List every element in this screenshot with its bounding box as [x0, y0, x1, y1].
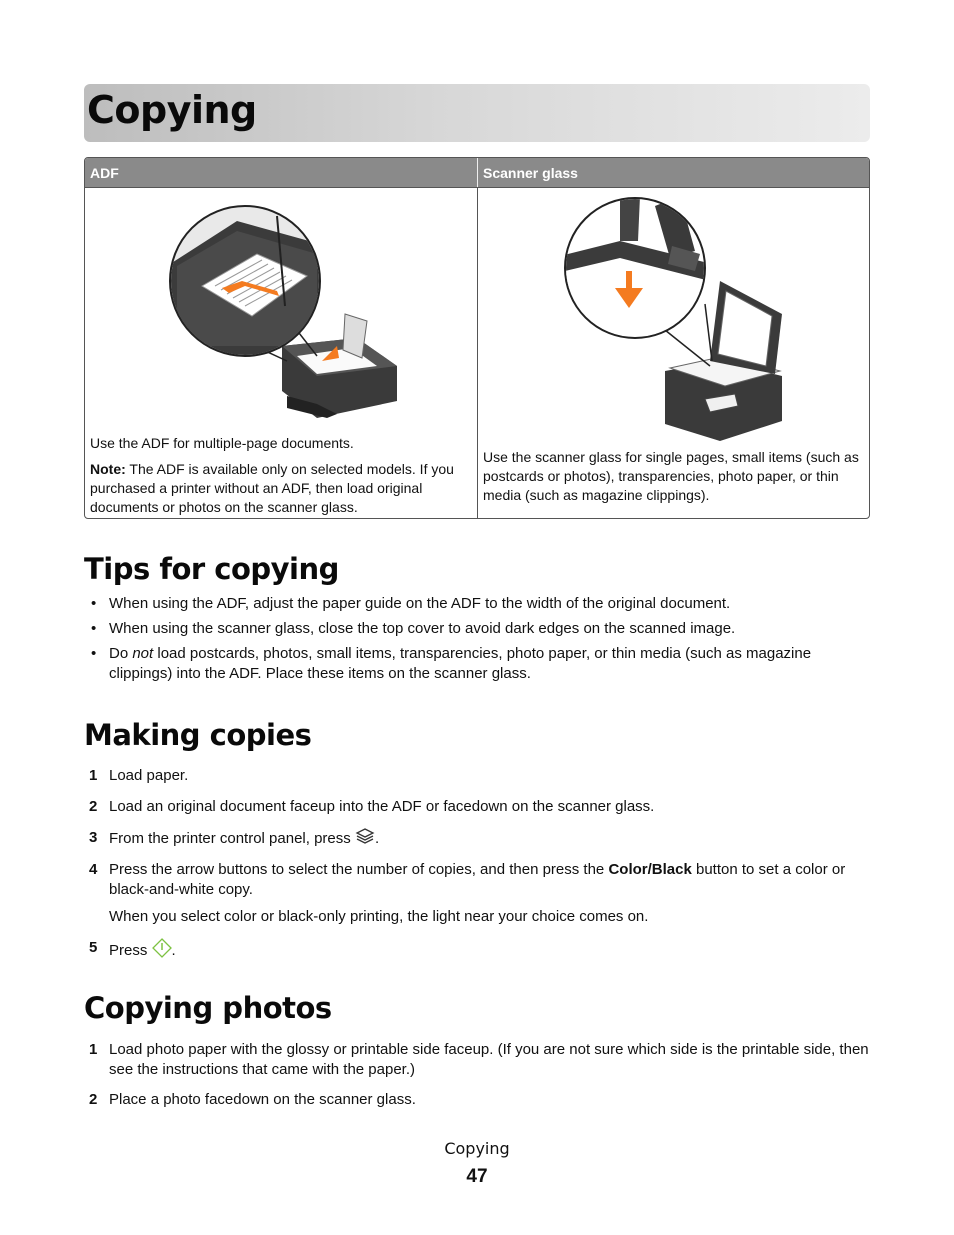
title-bar	[84, 84, 870, 142]
step-item	[84, 1090, 870, 1110]
step-text: .	[374, 830, 380, 847]
step-item	[84, 766, 870, 786]
scanner-glass-cell	[478, 188, 869, 519]
step-text: From the printer control panel, press	[109, 830, 355, 847]
step-note: When you select color or black-only printing, the light near your choice comes on.	[109, 908, 649, 925]
step-number: 4	[89, 861, 98, 878]
step-number: 5	[89, 939, 98, 956]
step-bold: Color/Black	[608, 861, 692, 878]
header-adf: ADF	[85, 158, 478, 187]
tips-list	[84, 594, 870, 689]
start-diamond-icon	[152, 938, 172, 958]
step-text: Load paper.	[109, 767, 189, 784]
note-text: The ADF is available only on selected models. If you purchased a printer without an ADF, then load original documents or photos on the scanner glass.	[90, 461, 454, 515]
step-text: Press the arrow buttons to select the number of copies, and then press the	[109, 861, 609, 878]
copy-layers-icon	[355, 828, 375, 846]
step-number: 3	[89, 829, 98, 846]
step-text: Load an original document faceup into the ADF or facedown on the scanner glass.	[109, 798, 655, 815]
step-text: Load photo paper with the glossy or printable side faceup. (If you are not sure which side is the printable side, then see the instructions that came with the paper.)	[109, 1041, 869, 1078]
step-text: button to set a color or black-and-white copy.	[109, 861, 846, 898]
step-number: 1	[89, 767, 98, 784]
photos-steps	[84, 1040, 870, 1110]
making-heading: Making copies	[84, 718, 312, 752]
step-number: 2	[89, 798, 98, 815]
table-header-row	[85, 158, 869, 188]
step-text: Place a photo facedown on the scanner glass.	[109, 1091, 416, 1108]
step-number: 2	[89, 1091, 98, 1108]
note-label: Note:	[90, 461, 126, 477]
adf-description: Use the ADF for multiple-page documents.	[90, 435, 354, 451]
tip-item: • When using the ADF, adjust the paper guide on the ADF to the width of the original document.	[84, 594, 870, 614]
step-text: Press	[109, 942, 152, 959]
step-item	[84, 828, 870, 849]
page-title: Copying	[87, 88, 257, 132]
tips-heading: Tips for copying	[84, 552, 339, 586]
adf-illustration	[167, 196, 397, 426]
making-steps	[84, 766, 870, 961]
step-item	[84, 1040, 870, 1080]
glass-description: Use the scanner glass for single pages, small items (such as postcards or photos), transparencies, photo paper, or thin media (such as magazine clippings).	[483, 449, 859, 503]
tip-emphasis: not	[132, 645, 154, 662]
step-item	[84, 938, 870, 961]
step-item	[84, 797, 870, 817]
step-number: 1	[89, 1041, 98, 1058]
header-scanner-glass: Scanner glass	[483, 165, 578, 181]
step-item	[84, 860, 870, 927]
footer-section: Copying	[444, 1139, 510, 1158]
page-number: 47	[466, 1166, 488, 1187]
tip-item	[84, 644, 870, 684]
tip-text: Do	[109, 645, 133, 662]
photos-heading: Copying photos	[84, 991, 332, 1025]
adf-note	[90, 460, 472, 517]
scanner-glass-illustration	[560, 196, 790, 441]
adf-cell	[85, 188, 478, 519]
tip-item: • When using the scanner glass, close the top cover to avoid dark edges on the scanned image.	[84, 619, 870, 639]
tip-text: load postcards, photos, small items, transparencies, photo paper, or thin media (such as magazine clippings) into the ADF. Place these items on the scanner glass.	[109, 645, 812, 682]
comparison-table	[84, 157, 870, 519]
step-text: .	[171, 942, 176, 959]
